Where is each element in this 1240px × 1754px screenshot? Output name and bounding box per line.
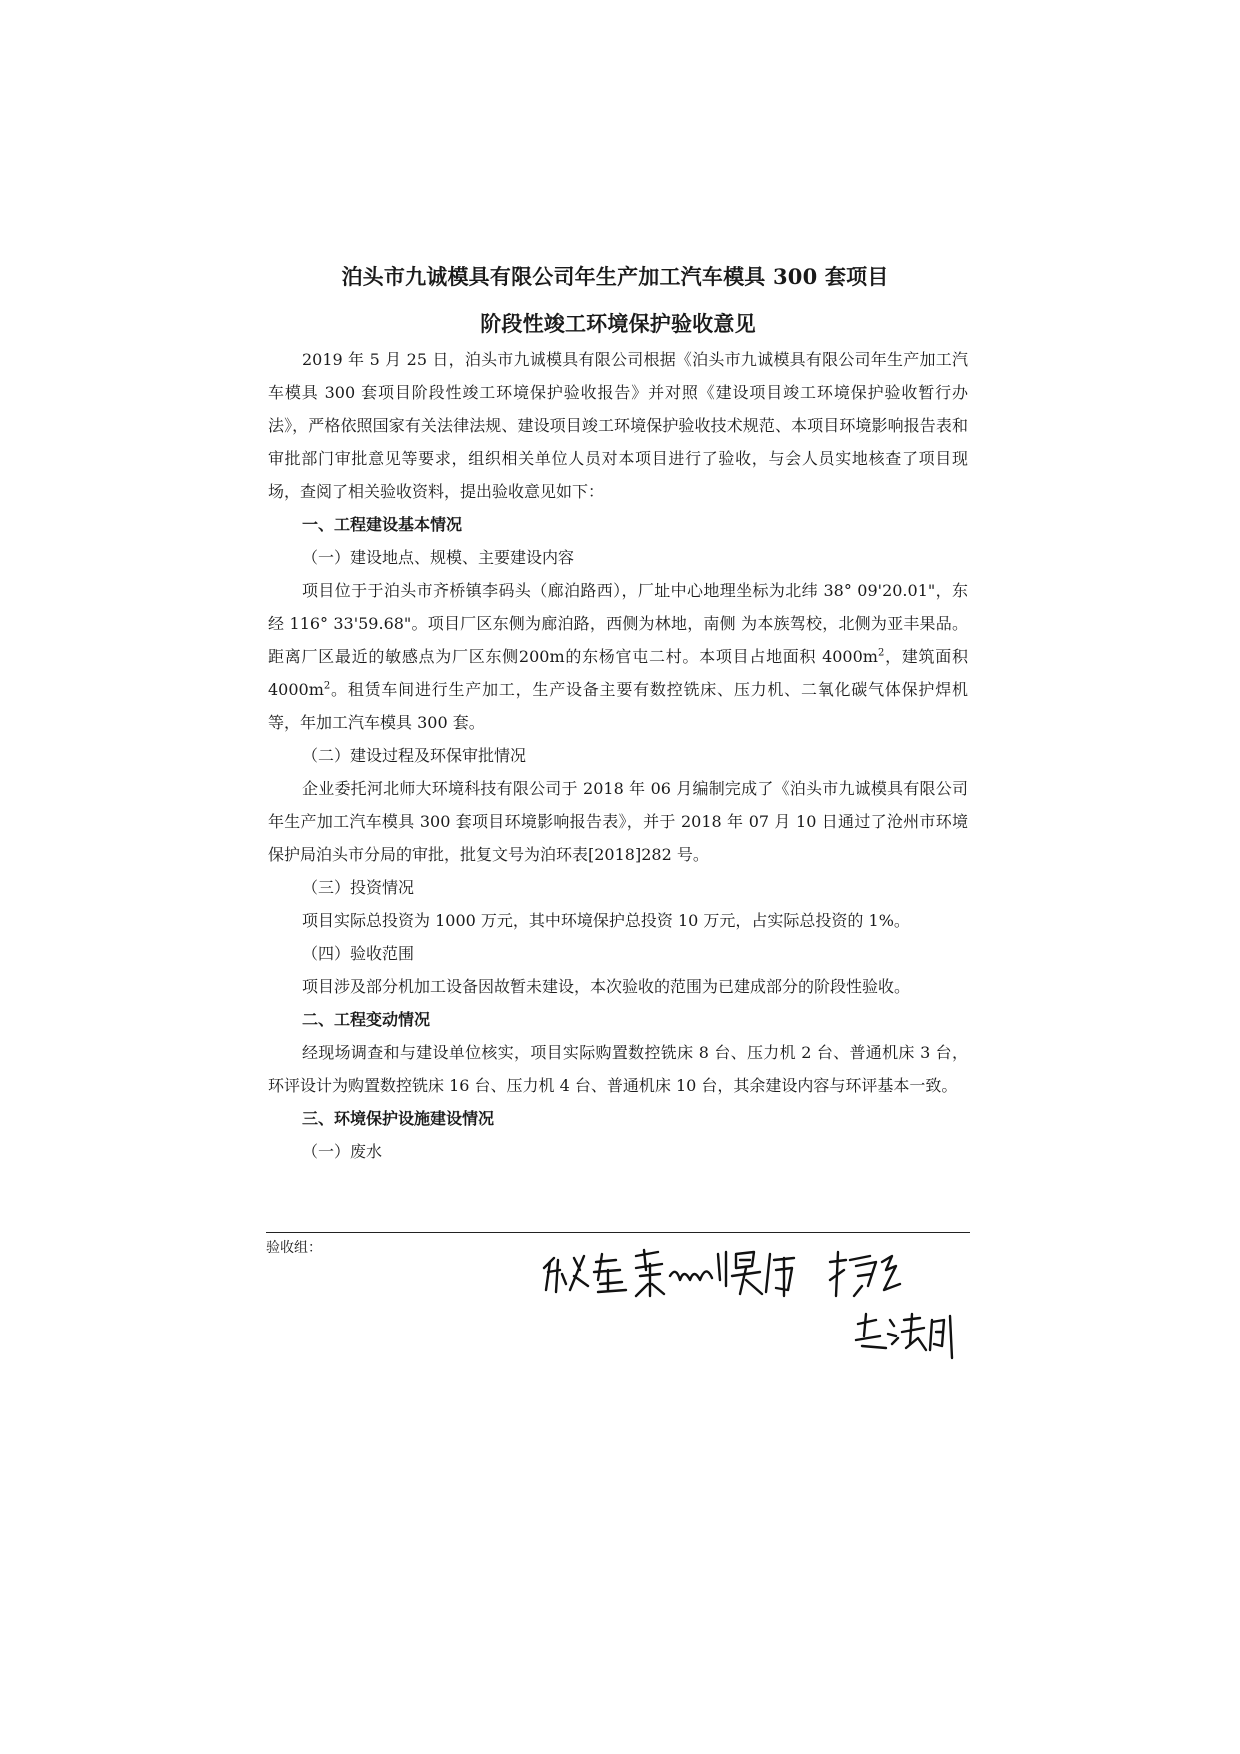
section3-sub1-heading: （一）废水 <box>302 1142 383 1161</box>
section2-paragraph: 经现场调查和与建设单位核实，项目实际购置数控铣床 8 台、压力机 2 台、普通机床 3 台，环评设计为购置数控铣床 16 台、压力机 4 台、普通机床 10 台，其余建设内容与环评基本一致。 <box>268 1043 968 1095</box>
section1-heading: 一、工程建设基本情况 <box>302 515 463 534</box>
section1-sub3-heading: （三）投资情况 <box>302 878 415 897</box>
section1-sub1-heading: （一）建设地点、规模、主要建设内容 <box>302 548 575 567</box>
section3-heading: 三、环境保护设施建设情况 <box>302 1109 495 1128</box>
footer-divider <box>266 1232 970 1233</box>
area-superscript-a: 2 <box>877 647 885 659</box>
section1-sub3-paragraph: 项目实际总投资为 1000 万元，其中环境保护总投资 10 万元，占实际总投资的 1%。 <box>302 911 910 930</box>
document-title-line2: 阶段性竣工环境保护验收意见 <box>480 311 756 336</box>
acceptance-group-label: 验收组： <box>266 1240 322 1256</box>
area-superscript-b: 2 <box>323 680 331 692</box>
section1-sub1-paragraph <box>268 574 968 739</box>
document-body <box>268 262 968 1168</box>
handwritten-signatures <box>540 1240 980 1370</box>
document-title-line1: 泊头市九诚模具有限公司年生产加工汽车模具 300 套项目 <box>341 264 889 289</box>
signature-1 <box>544 1254 626 1292</box>
signature-2 <box>636 1250 726 1296</box>
section1-sub4-heading: （四）验收范围 <box>302 944 415 963</box>
location-text-b: ，建筑面积 4000m <box>268 647 968 699</box>
section1-sub2-paragraph: 企业委托河北师大环境科技有限公司于 2018 年 06 月编制完成了《泊头市九诚模具有限公司年生产加工汽车模具 300 套项目环境影响报告表》，并于 2018 年 07 月 10 日通过了沧州市环境保护局泊头市分局的审批，批复文号为泊环表[2018]282 号。 <box>268 779 968 864</box>
location-text-a: 项目位于于泊头市齐桥镇李码头（廊泊路西），厂址中心地理坐标为北纬 38° 09'20.01"，东经 116° 33'59.68"。项目厂区东侧为廊泊路，西侧为林地，南侧 为本族驾校，北侧为亚丰果品。距离厂区最近的敏感点为厂区东侧200m的东杨官屯二村。本项目占地面积 4000m <box>268 581 968 666</box>
signature-4 <box>830 1252 900 1296</box>
section2-heading: 二、工程变动情况 <box>302 1010 431 1029</box>
section1-sub2-heading: （二）建设过程及环保审批情况 <box>302 746 527 765</box>
location-text-c: 。租赁车间进行生产加工，生产设备主要有数控铣床、压力机、二氧化碳气体保护焊机等，年加工汽车模具 300 套。 <box>268 680 968 732</box>
intro-paragraph: 2019 年 5 月 25 日，泊头市九诚模具有限公司根据《泊头市九诚模具有限公司年生产加工汽车模具 300 套项目阶段性竣工环境保护验收报告》并对照《建设项目竣工环境保护验收暂行办法》，严格依照国家有关法律法规、建设项目竣工环境保护验收技术规范、本项目环境影响报告表和审批部门审批意见等要求，组织相关单位人员对本项目进行了验收，与会人员实地核查了项目现场，查阅了相关验收资料，提出验收意见如下： <box>268 350 968 501</box>
signature-3 <box>732 1252 794 1296</box>
signature-5 <box>856 1314 952 1358</box>
section1-sub4-paragraph: 项目涉及部分机加工设备因故暂未建设，本次验收的范围为已建成部分的阶段性验收。 <box>302 977 911 996</box>
